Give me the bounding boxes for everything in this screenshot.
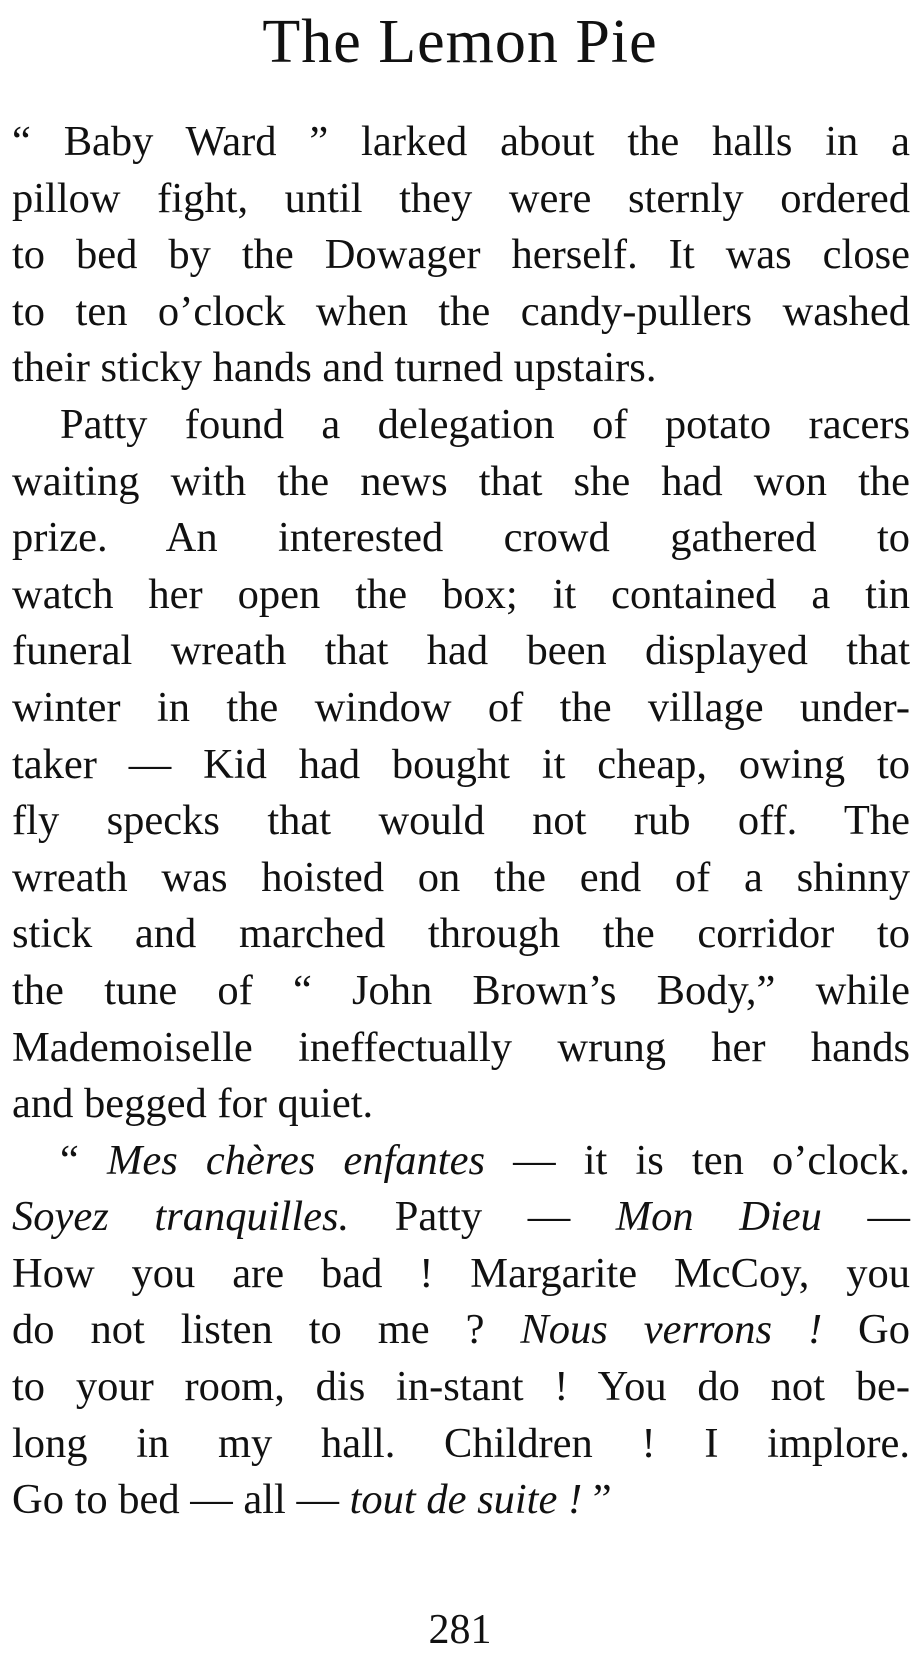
text-line: to your room, dis in-stant ! You do not be- [12,1363,910,1411]
text-run: — it is ten o’clock. [485,1136,911,1184]
text-line: waiting with the news that she had won the [12,457,910,505]
text-line: stick and marched through the corridor to [12,910,910,958]
text-line: funeral wreath that had been displayed that [12,627,910,675]
text-line [12,1189,910,1246]
text-line [12,1133,910,1190]
text-line: their sticky hands and turned upstairs. [12,344,657,392]
italic-phrase: Mes chères enfantes [106,1136,485,1184]
text-run: Patty — [349,1193,616,1241]
text-line: winter in the window of the village under- [12,683,910,731]
text-line: taker — Kid had bought it cheap, owing to [12,740,910,788]
italic-phrase: Soyez tranquilles. [12,1193,350,1241]
text-line: the tune of “ John Brown’s Body,” while [12,966,910,1014]
text-line: fly specks that would not rub off. The [12,797,910,845]
text-line: Patty found a delegation of potato racers [60,400,910,448]
italic-phrase: Nous verrons ! [520,1306,823,1354]
text-line: to bed by the Dowager herself. It was close [12,231,910,279]
italic-phrase: tout de suite ! [349,1476,583,1524]
text-line: and begged for quiet. [12,1080,374,1128]
text-line: How you are bad ! Margarite McCoy, you [12,1249,910,1297]
text-run: “ [60,1136,107,1184]
italic-phrase: Mon Dieu [615,1193,822,1241]
text-run: do not listen to me ? [12,1306,521,1354]
running-head: The Lemon Pie [262,8,658,76]
page-number: 281 [428,1607,492,1653]
text-line: pillow fight, until they were sternly ordered [12,174,910,222]
text-line: to ten o’clock when the candy-pullers washed [12,287,910,335]
text-line: Mademoiselle ineffectually wrung her hands [12,1023,910,1071]
text-line [12,1302,910,1359]
body-text [12,114,910,1529]
paragraph-1 [12,114,910,397]
text-run: Go [822,1306,910,1354]
text-line: watch her open the box; it contained a tin [12,570,910,618]
text-run: Go to bed — all — [12,1476,350,1524]
paragraph-3 [12,1133,910,1529]
text-line: wreath was hoisted on the end of a shinny [12,853,910,901]
text-run: ” [582,1476,612,1524]
text-line: long in my hall. Children ! I implore. [12,1419,910,1467]
text-line: “ Baby Ward ” larked about the halls in a [12,118,910,165]
paragraph-2 [12,397,910,1133]
text-line [12,1472,910,1529]
text-line: prize. An interested crowd gathered to [12,514,910,562]
text-run: — [821,1193,910,1241]
